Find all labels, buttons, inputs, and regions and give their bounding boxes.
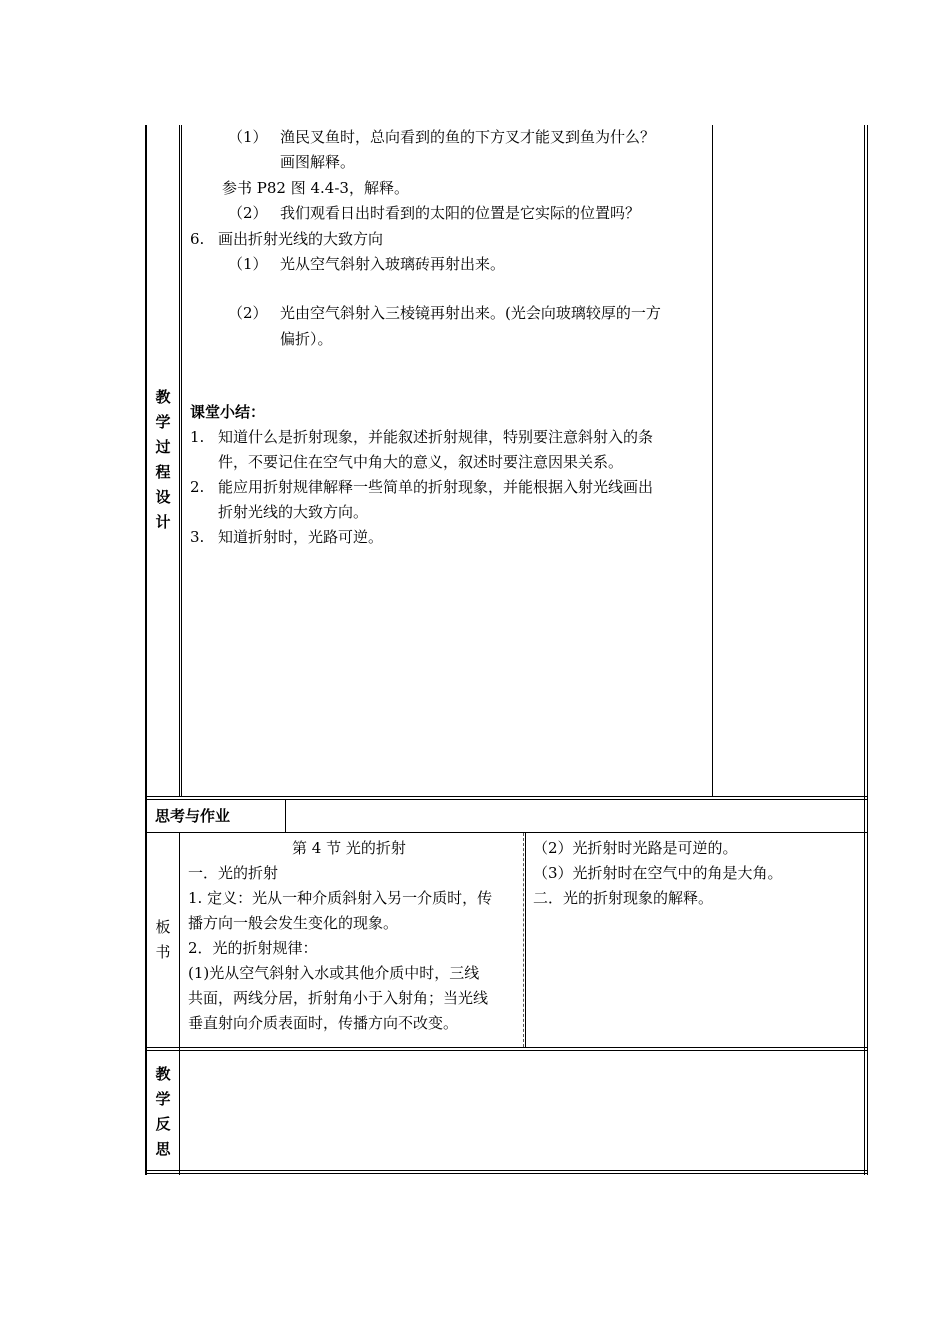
process-label-char: 设	[155, 488, 171, 506]
reflection-label-char: 反	[155, 1115, 171, 1133]
line-num: 6.	[190, 230, 205, 248]
process-bottom-rule-2	[145, 799, 868, 800]
board-left-line: 一．光的折射	[188, 864, 279, 882]
board-label-char: 板	[155, 918, 171, 936]
board-left-line: 垂直射向介质表面时，传播方向不改变。	[188, 1014, 459, 1032]
reflection-label-char: 学	[155, 1090, 171, 1108]
board-dashed-divider	[523, 833, 524, 1047]
board-label	[153, 915, 173, 965]
notes-column-divider	[712, 125, 713, 797]
table-border-bottom-2	[145, 1173, 868, 1174]
label-column-divider-3	[179, 833, 180, 1175]
line-text: 光从空气斜射入玻璃砖再射出来。	[280, 255, 506, 273]
process-label-char: 学	[155, 413, 171, 431]
line-text: 画出折射光线的大致方向	[218, 230, 384, 248]
table-border-right	[864, 125, 865, 1175]
label-column-divider	[179, 125, 180, 797]
board-right-line: （3）光折射时在空气中的角是大角。	[533, 864, 783, 882]
line-num: （1）	[228, 128, 268, 146]
reflection-label-char: 思	[155, 1140, 171, 1158]
line-num: （1）	[228, 255, 268, 273]
board-divider	[525, 833, 526, 1047]
board-left-line: 播方向一般会发生变化的现象。	[188, 914, 399, 932]
process-label-char: 计	[155, 513, 171, 531]
summary-num: 1.	[190, 428, 205, 446]
table-border-left	[145, 125, 147, 1175]
process-label-char: 教	[155, 388, 171, 406]
homework-label: 思考与作业	[155, 807, 231, 825]
line-text: 参书 P82 图 4.4-3，解释。	[222, 179, 409, 197]
line-num: （2）	[228, 304, 268, 322]
board-left-line: (1)光从空气斜射入水或其他介质中时，三线	[188, 964, 480, 982]
process-bottom-rule	[145, 796, 868, 797]
reflection-label	[153, 1062, 173, 1162]
board-left-line: 1. 定义：光从一种介质斜射入另一介质时，传	[188, 889, 493, 907]
line-text: 光由空气斜射入三棱镜再射出来。(光会向玻璃较厚的一方	[280, 304, 661, 322]
board-label-char: 书	[155, 943, 171, 961]
line-text: 偏折）。	[280, 330, 333, 348]
line-text: 我们观看日出时看到的太阳的位置是它实际的位置吗？	[280, 204, 641, 222]
summary-title: 课堂小结：	[190, 403, 266, 421]
summary-num: 3.	[190, 528, 205, 546]
summary-text: 件，不要记住在空气中角大的意义，叙述时要注意因果关系。	[218, 453, 624, 471]
line-text: 渔民叉鱼时，总向看到的鱼的下方叉才能叉到鱼为什么？	[280, 128, 656, 146]
homework-label-divider	[285, 799, 286, 833]
board-right-line: 二．光的折射现象的解释。	[533, 889, 714, 907]
table-border-bottom	[145, 1170, 868, 1171]
board-left-line: 共面，两线分居，折射角小于入射角；当光线	[188, 989, 489, 1007]
board-right-line: （2）光折射时光路是可逆的。	[533, 839, 738, 857]
summary-text: 折射光线的大致方向。	[218, 503, 369, 521]
label-column-divider-2	[181, 125, 182, 797]
summary-text: 知道什么是折射现象，并能叙述折射规律，特别要注意斜射入的条	[218, 428, 654, 446]
process-label	[153, 385, 173, 535]
board-title: 第 4 节 光的折射	[292, 839, 406, 857]
process-label-char: 过	[155, 438, 171, 456]
summary-num: 2.	[190, 478, 205, 496]
summary-text: 知道折射时，光路可逆。	[218, 528, 384, 546]
board-bottom-rule-2	[145, 1050, 868, 1051]
line-num: （2）	[228, 204, 268, 222]
summary-text: 能应用折射规律解释一些简单的折射现象，并能根据入射光线画出	[218, 478, 654, 496]
board-left-line: 2．光的折射规律：	[188, 939, 318, 957]
board-bottom-rule	[145, 1047, 868, 1048]
homework-bottom-rule	[145, 832, 868, 833]
line-text: 画图解释。	[280, 153, 356, 171]
reflection-label-char: 教	[155, 1065, 171, 1083]
table-border-right-2	[867, 125, 868, 1175]
process-label-char: 程	[155, 463, 171, 481]
